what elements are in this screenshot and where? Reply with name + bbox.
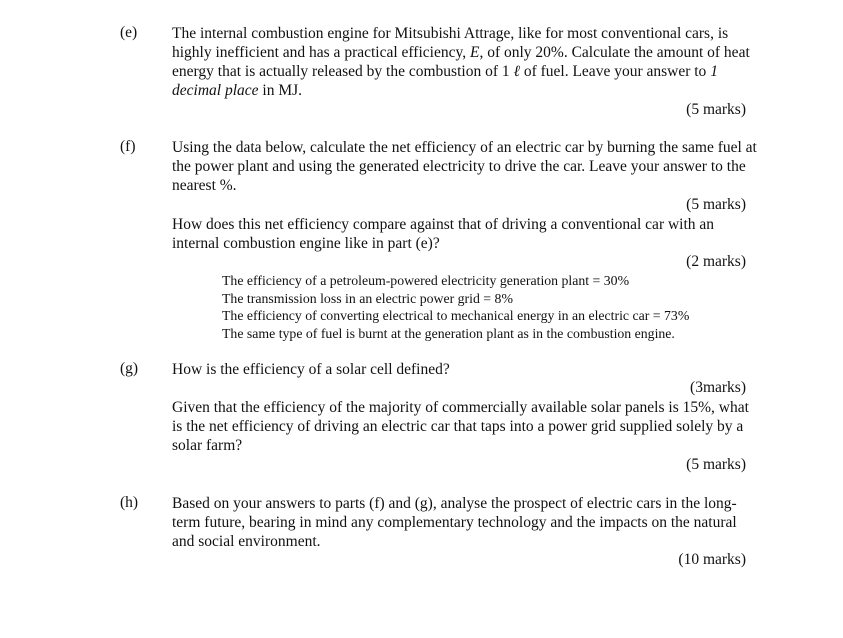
efficiency-variable: E — [469, 44, 480, 61]
data-line-transmission-loss: The transmission loss in an electric power grid = 8% — [222, 290, 513, 306]
question-f-marks2: (2 marks) — [686, 253, 746, 270]
question-f-text1: Using the data below, calculate the net efficiency of an electric car by burning the same fuel at the power plant and using the generated electricity to drive the car. Leave your answer to the nearest %. — [172, 139, 757, 194]
question-f-data-list — [222, 272, 752, 342]
question-h-marks: (10 marks) — [678, 551, 746, 568]
question-e-marks: (5 marks) — [686, 101, 746, 118]
question-e-text-part1: The internal combustion engine for Mitsubishi Attrage, like for most conventional cars, is highly inefficient and has a practical efficiency, — [172, 25, 729, 61]
question-e-text — [172, 24, 757, 100]
question-h-text: Based on your answers to parts (f) and (g), analyse the prospect of electric cars in the long-term future, bearing in mind any complementary technology and the impacts on the natural and social environment. — [172, 495, 737, 550]
question-g-text2: Given that the efficiency of the majority of commercially available solar panels is 15%, what is the net efficiency of driving an electric car that taps into a power grid supplied solely by a solar farm? — [172, 399, 749, 454]
question-label-e: (e) — [120, 24, 138, 41]
question-label-f: (f) — [120, 138, 136, 155]
question-g-marks1: (3marks) — [690, 379, 746, 396]
data-line-same-fuel: The same type of fuel is burnt at the generation plant as in the combustion engine. — [222, 325, 675, 341]
decimal-place-emphasis: 1 decimal place — [172, 63, 718, 99]
question-label-g: (g) — [120, 360, 139, 377]
litre-symbol: ℓ — [513, 63, 520, 80]
question-g-marks2: (5 marks) — [686, 456, 746, 473]
question-g-text1: How is the efficiency of a solar cell defined? — [172, 361, 450, 378]
question-e-text-part4: in MJ. — [258, 82, 303, 99]
question-e-text-part3: of fuel. Leave your answer to — [519, 63, 711, 80]
data-line-electric-car-efficiency: The efficiency of converting electrical to mechanical energy in an electric car = 73% — [222, 308, 690, 323]
data-line-generation-plant: The efficiency of a petroleum-powered electricity generation plant = 30% — [222, 273, 630, 288]
question-f-marks1: (5 marks) — [686, 196, 746, 213]
question-f-text2: How does this net efficiency compare against that of driving a conventional car with an internal combustion engine like in part (e)? — [172, 216, 715, 252]
question-label-h: (h) — [120, 494, 139, 511]
question-e-text-part2: , of only 20%. Calculate the amount of heat energy that is actually released by the combustion of 1 — [172, 44, 750, 80]
